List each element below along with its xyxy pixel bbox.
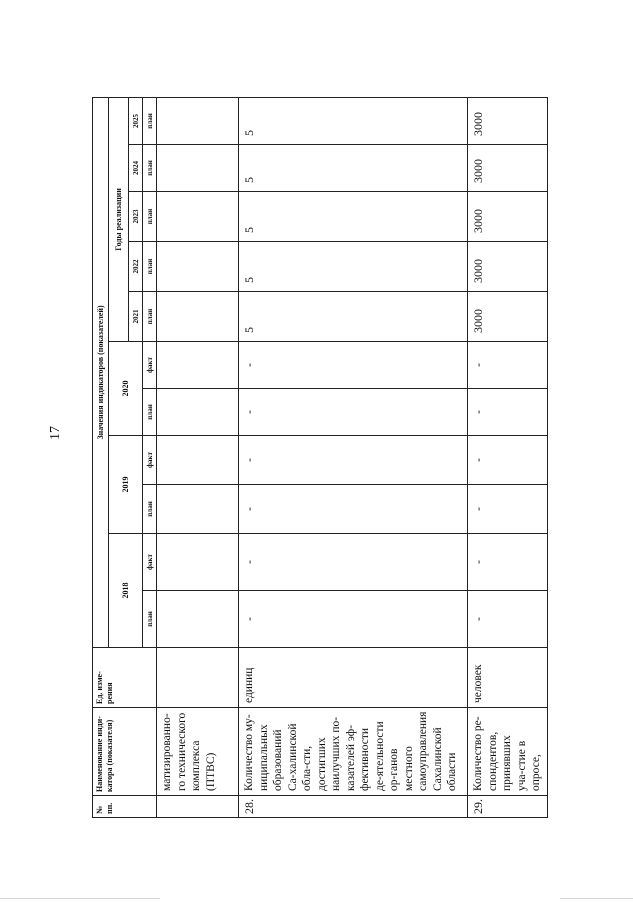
- header-2019-plan: план: [143, 485, 157, 534]
- value-2022-plan: 5: [239, 242, 468, 292]
- unit-cell: единиц: [239, 648, 468, 708]
- value-2018-fact: [157, 534, 239, 591]
- header-unit: Ед. изме-рения: [93, 648, 157, 708]
- header-2019-fact: факт: [143, 436, 157, 485]
- indicator-name: матизированно-го технического комплекса (ПТВС): [157, 708, 239, 796]
- header-year-2022: 2022: [129, 242, 143, 292]
- header-2018-plan: план: [143, 591, 157, 648]
- indicator-name: Количество му-ниципальных образований Са-халинской обла-сти, достигших наилучших по-казателей эф-фективности де-ятельности ор-ганов местного самоуправления Сахалинской области: [239, 708, 468, 796]
- value-2023-plan: [157, 192, 239, 242]
- value-2020-plan: -: [239, 389, 468, 436]
- table-area: [92, 98, 542, 818]
- header-2018-fact: факт: [143, 534, 157, 591]
- header-year-2021: 2021: [129, 292, 143, 342]
- row-number: 29.: [468, 796, 548, 818]
- value-2019-plan: -: [468, 485, 548, 534]
- value-2018-fact: -: [239, 534, 468, 591]
- header-2022-plan: план: [143, 242, 157, 292]
- header-no: № пп.: [93, 796, 157, 818]
- header-year-2025: 2025: [129, 97, 143, 144]
- header-2025-plan: план: [143, 97, 157, 144]
- row-number: 28.: [239, 796, 468, 818]
- value-2018-plan: -: [468, 591, 548, 648]
- value-2022-plan: [157, 242, 239, 292]
- value-2025-plan: 3000: [468, 97, 548, 144]
- header-values-group: Значения индикаторов (показателей): [93, 97, 109, 647]
- indicators-table: [92, 97, 548, 818]
- value-2019-fact: -: [239, 436, 468, 485]
- header-2024-plan: план: [143, 145, 157, 192]
- header-year-2023: 2023: [129, 192, 143, 242]
- value-2019-fact: [157, 436, 239, 485]
- value-2019-fact: -: [468, 436, 548, 485]
- value-2020-fact: [157, 342, 239, 389]
- value-2018-plan: -: [239, 591, 468, 648]
- value-2023-plan: 5: [239, 192, 468, 242]
- value-2020-plan: [157, 389, 239, 436]
- scan-line: [560, 898, 633, 899]
- header-year-2018: 2018: [109, 534, 143, 648]
- value-2025-plan: 5: [239, 97, 468, 144]
- value-2024-plan: [157, 145, 239, 192]
- value-2021-plan: 5: [239, 292, 468, 342]
- header-2021-plan: план: [143, 292, 157, 342]
- header-2020-plan: план: [143, 389, 157, 436]
- value-2019-plan: -: [239, 485, 468, 534]
- header-2020-fact: факт: [143, 342, 157, 389]
- value-2021-plan: [157, 292, 239, 342]
- value-2018-plan: [157, 591, 239, 648]
- row-number: [157, 796, 239, 818]
- value-2024-plan: 3000: [468, 145, 548, 192]
- value-2020-fact: -: [468, 342, 548, 389]
- scan-line: [0, 898, 160, 899]
- table-row: [239, 97, 468, 817]
- value-2020-fact: -: [239, 342, 468, 389]
- unit-cell: [157, 648, 239, 708]
- header-indicator-name: Наименование инди-катора (показателя): [93, 708, 157, 796]
- value-2018-fact: -: [468, 534, 548, 591]
- rotated-table-wrapper: [92, 98, 542, 818]
- header-2023-plan: план: [143, 192, 157, 242]
- value-2020-plan: -: [468, 389, 548, 436]
- page-number: 17: [48, 426, 63, 440]
- header-year-2020: 2020: [109, 342, 143, 436]
- header-year-2019: 2019: [109, 436, 143, 534]
- value-2019-plan: [157, 485, 239, 534]
- value-2025-plan: [157, 97, 239, 144]
- indicator-name: Количество ре-спондентов, принявших уча-стие в опросе,: [468, 708, 548, 796]
- value-2022-plan: 3000: [468, 242, 548, 292]
- header-years-realization: Годы реализации: [109, 97, 129, 341]
- unit-cell: человек: [468, 648, 548, 708]
- table-row: [468, 97, 548, 817]
- table-row: [157, 97, 239, 817]
- value-2021-plan: 3000: [468, 292, 548, 342]
- value-2024-plan: 5: [239, 145, 468, 192]
- value-2023-plan: 3000: [468, 192, 548, 242]
- header-year-2024: 2024: [129, 145, 143, 192]
